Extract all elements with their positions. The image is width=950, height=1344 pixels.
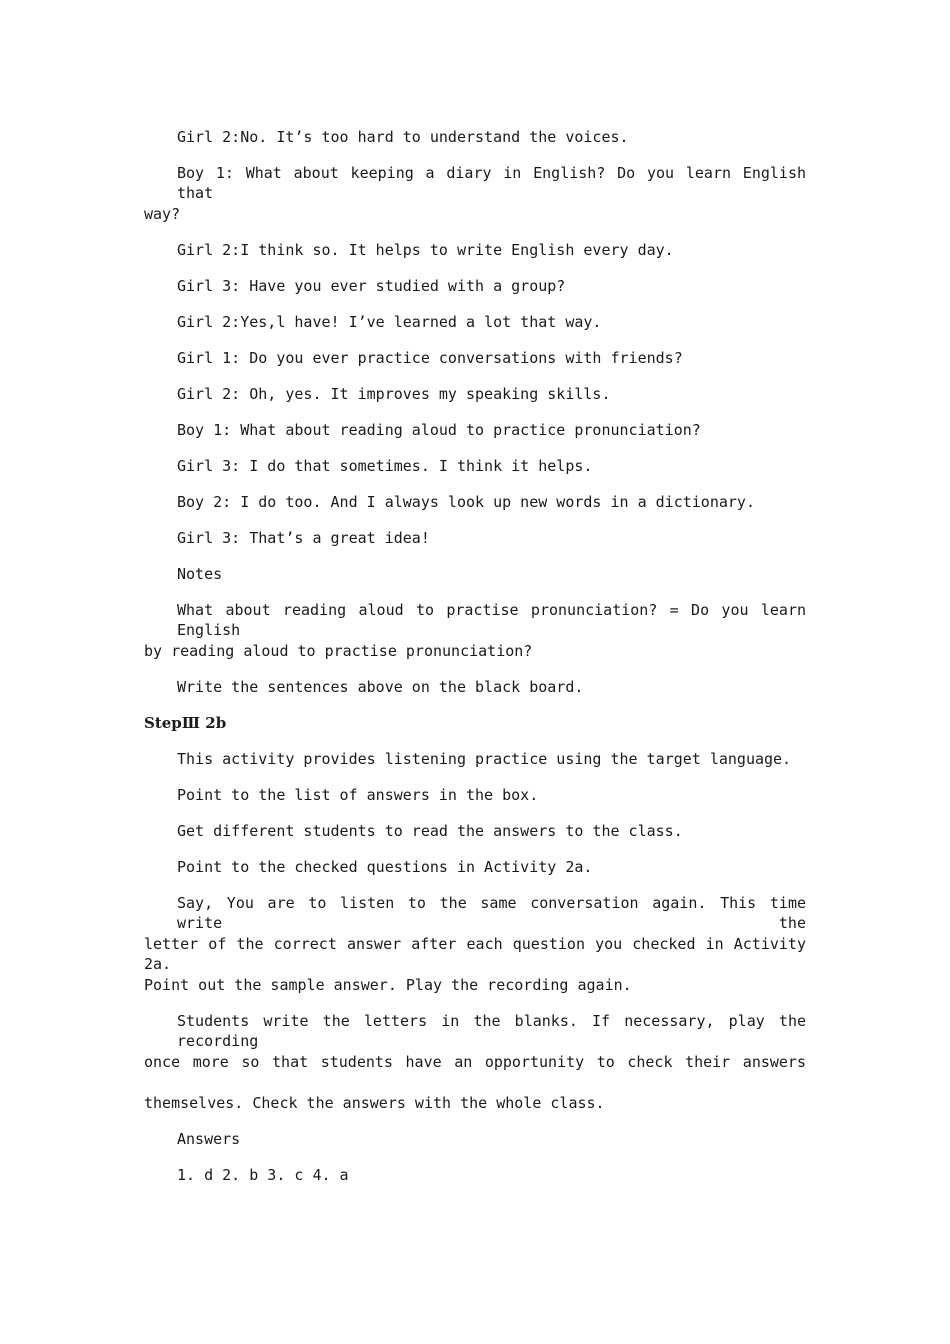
dialogue-line: Girl 1: Do you ever practice conversations with friends? xyxy=(177,349,683,367)
instruction-line: Point to the list of answers in the box. xyxy=(177,786,539,804)
dialogue-line: Girl 3: I do that sometimes. I think it helps. xyxy=(177,457,593,475)
dialogue-line-continuation: way? xyxy=(144,205,181,223)
instruction-paragraph-line: Students write the letters in the blanks. If necessary, play the recording xyxy=(177,1012,806,1050)
answers-label: Answers xyxy=(177,1130,241,1148)
instruction-paragraph-line: once more so that students have an opportunity to check their answers xyxy=(144,1053,806,1071)
notes-text-continuation: by reading aloud to practise pronunciation? xyxy=(144,642,533,660)
dialogue-line: Girl 3: Have you ever studied with a group? xyxy=(177,277,566,295)
dialogue-line: Boy 2: I do too. And I always look up new words in a dictionary. xyxy=(177,493,755,511)
dialogue-line: Boy 1: What about reading aloud to practice pronunciation? xyxy=(177,421,701,439)
instruction-line: Write the sentences above on the black board. xyxy=(177,678,584,696)
instruction-line: Point to the checked questions in Activity 2a. xyxy=(177,858,593,876)
dialogue-line: Girl 2: Oh, yes. It improves my speaking skills. xyxy=(177,385,611,403)
dialogue-line: Girl 2:No. It’s too hard to understand the voices. xyxy=(177,128,629,146)
instruction-paragraph-line: Say, You are to listen to the same conversation again. This time write the xyxy=(177,894,806,932)
instruction-line: This activity provides listening practice using the target language. xyxy=(177,750,792,768)
answers-list: 1. d 2. b 3. c 4. a xyxy=(177,1166,349,1184)
dialogue-line: Boy 1: What about keeping a diary in English? Do you learn English that xyxy=(177,164,806,202)
instruction-line: Get different students to read the answers to the class. xyxy=(177,822,683,840)
dialogue-line: Girl 2:I think so. It helps to write English every day. xyxy=(177,241,674,259)
dialogue-line: Girl 2:Yes,l have! I’ve learned a lot that way. xyxy=(177,313,602,331)
notes-text: What about reading aloud to practise pronunciation? = Do you learn English xyxy=(177,601,806,639)
instruction-paragraph-line: themselves. Check the answers with the whole class. xyxy=(144,1094,605,1112)
step-heading: StepⅢ 2b xyxy=(144,714,227,732)
dialogue-line: Girl 3: That’s a great idea! xyxy=(177,529,430,547)
instruction-paragraph-line: letter of the correct answer after each question you checked in Activity 2a. xyxy=(144,935,806,973)
notes-label: Notes xyxy=(177,565,223,583)
instruction-paragraph-line: Point out the sample answer. Play the recording again. xyxy=(144,976,632,994)
